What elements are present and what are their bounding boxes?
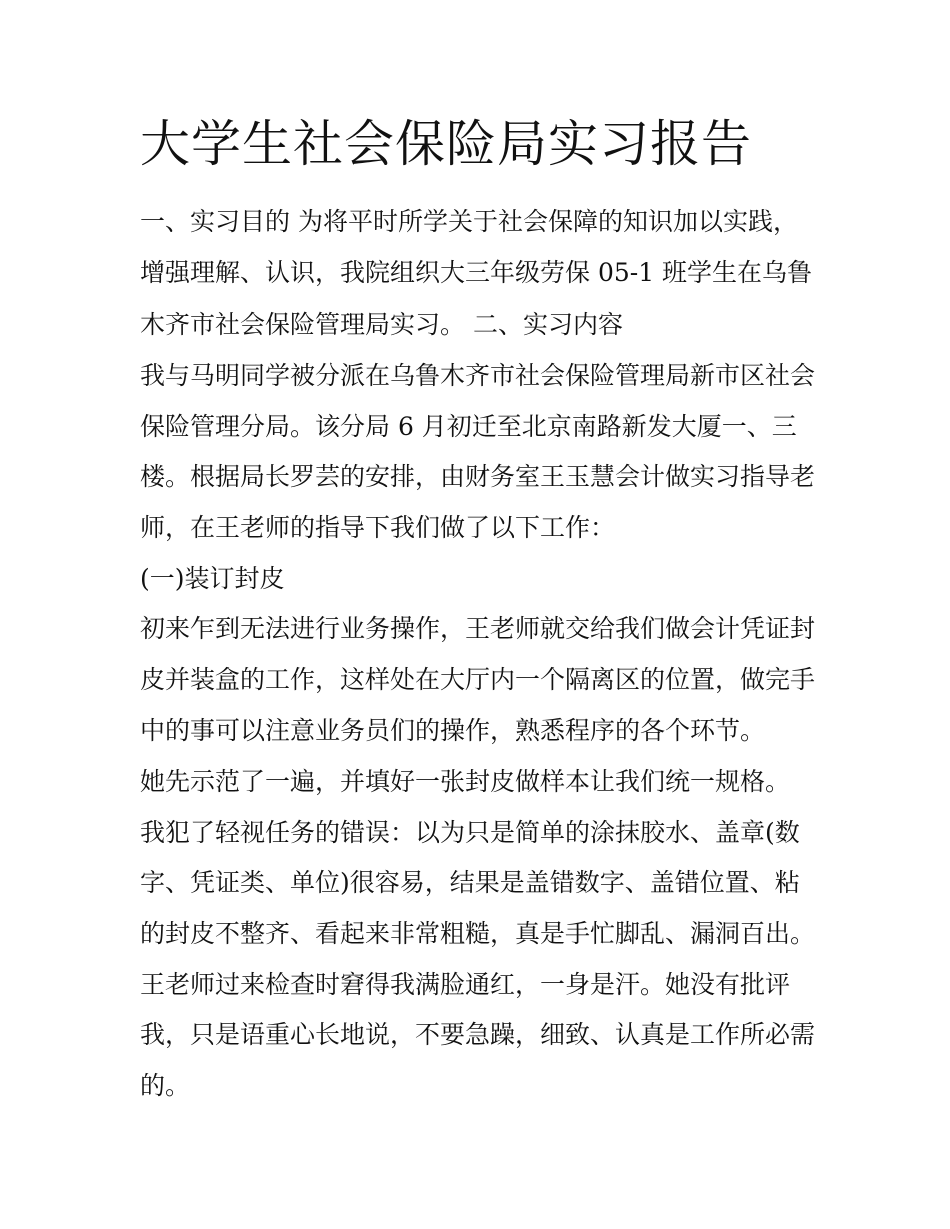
- text-line: 保险管理分局。该分局 6 月初迁至北京南路新发大厦一、三: [140, 412, 797, 441]
- text-line: 一、实习目的 为将平时所学关于社会保障的知识加以实践，: [140, 207, 798, 236]
- document-title: 大学生社会保险局实习报告: [140, 115, 752, 173]
- text-line: 师，在王老师的指导下我们做了以下工作：: [140, 513, 616, 542]
- text-line: 字、凭证类、单位)很容易，结果是盖错数字、盖错位置、粘: [140, 868, 800, 897]
- text-line: 中的事可以注意业务员们的操作，熟悉程序的各个环节。: [140, 716, 766, 745]
- section-heading: (一)装订封皮: [140, 564, 285, 593]
- text-line: 王老师过来检查时窘得我满脸通红，一身是汗。她没有批评: [140, 970, 791, 999]
- text-line: 我，只是语重心长地说，不要急躁，细致、认真是工作所必需: [140, 1020, 816, 1049]
- text-line: 我与马明同学被分派在乌鲁木齐市社会保险管理局新市区社会: [140, 361, 816, 390]
- text-line: 增强理解、认识，我院组织大三年级劳保 05-1 班学生在乌鲁: [140, 258, 813, 287]
- text-line: 我犯了轻视任务的错误：以为只是简单的涂抹胶水、盖章(数: [140, 818, 800, 847]
- text-line: 初来乍到无法进行业务操作，王老师就交给我们做会计凭证封: [140, 614, 816, 643]
- text-line: 皮并装盒的工作，这样处在大厅内一个隔离区的位置，做完手: [140, 665, 816, 694]
- text-line: 楼。根据局长罗芸的安排，由财务室王玉慧会计做实习指导老: [140, 462, 816, 491]
- text-line: 的。: [140, 1071, 191, 1100]
- text-line: 木齐市社会保险管理局实习。 二、实习内容: [140, 310, 623, 339]
- text-line: 的封皮不整齐、看起来非常粗糙，真是手忙脚乱、漏洞百出。: [140, 919, 816, 948]
- text-line: 她先示范了一遍，并填好一张封皮做样本让我们统一规格。: [140, 767, 791, 796]
